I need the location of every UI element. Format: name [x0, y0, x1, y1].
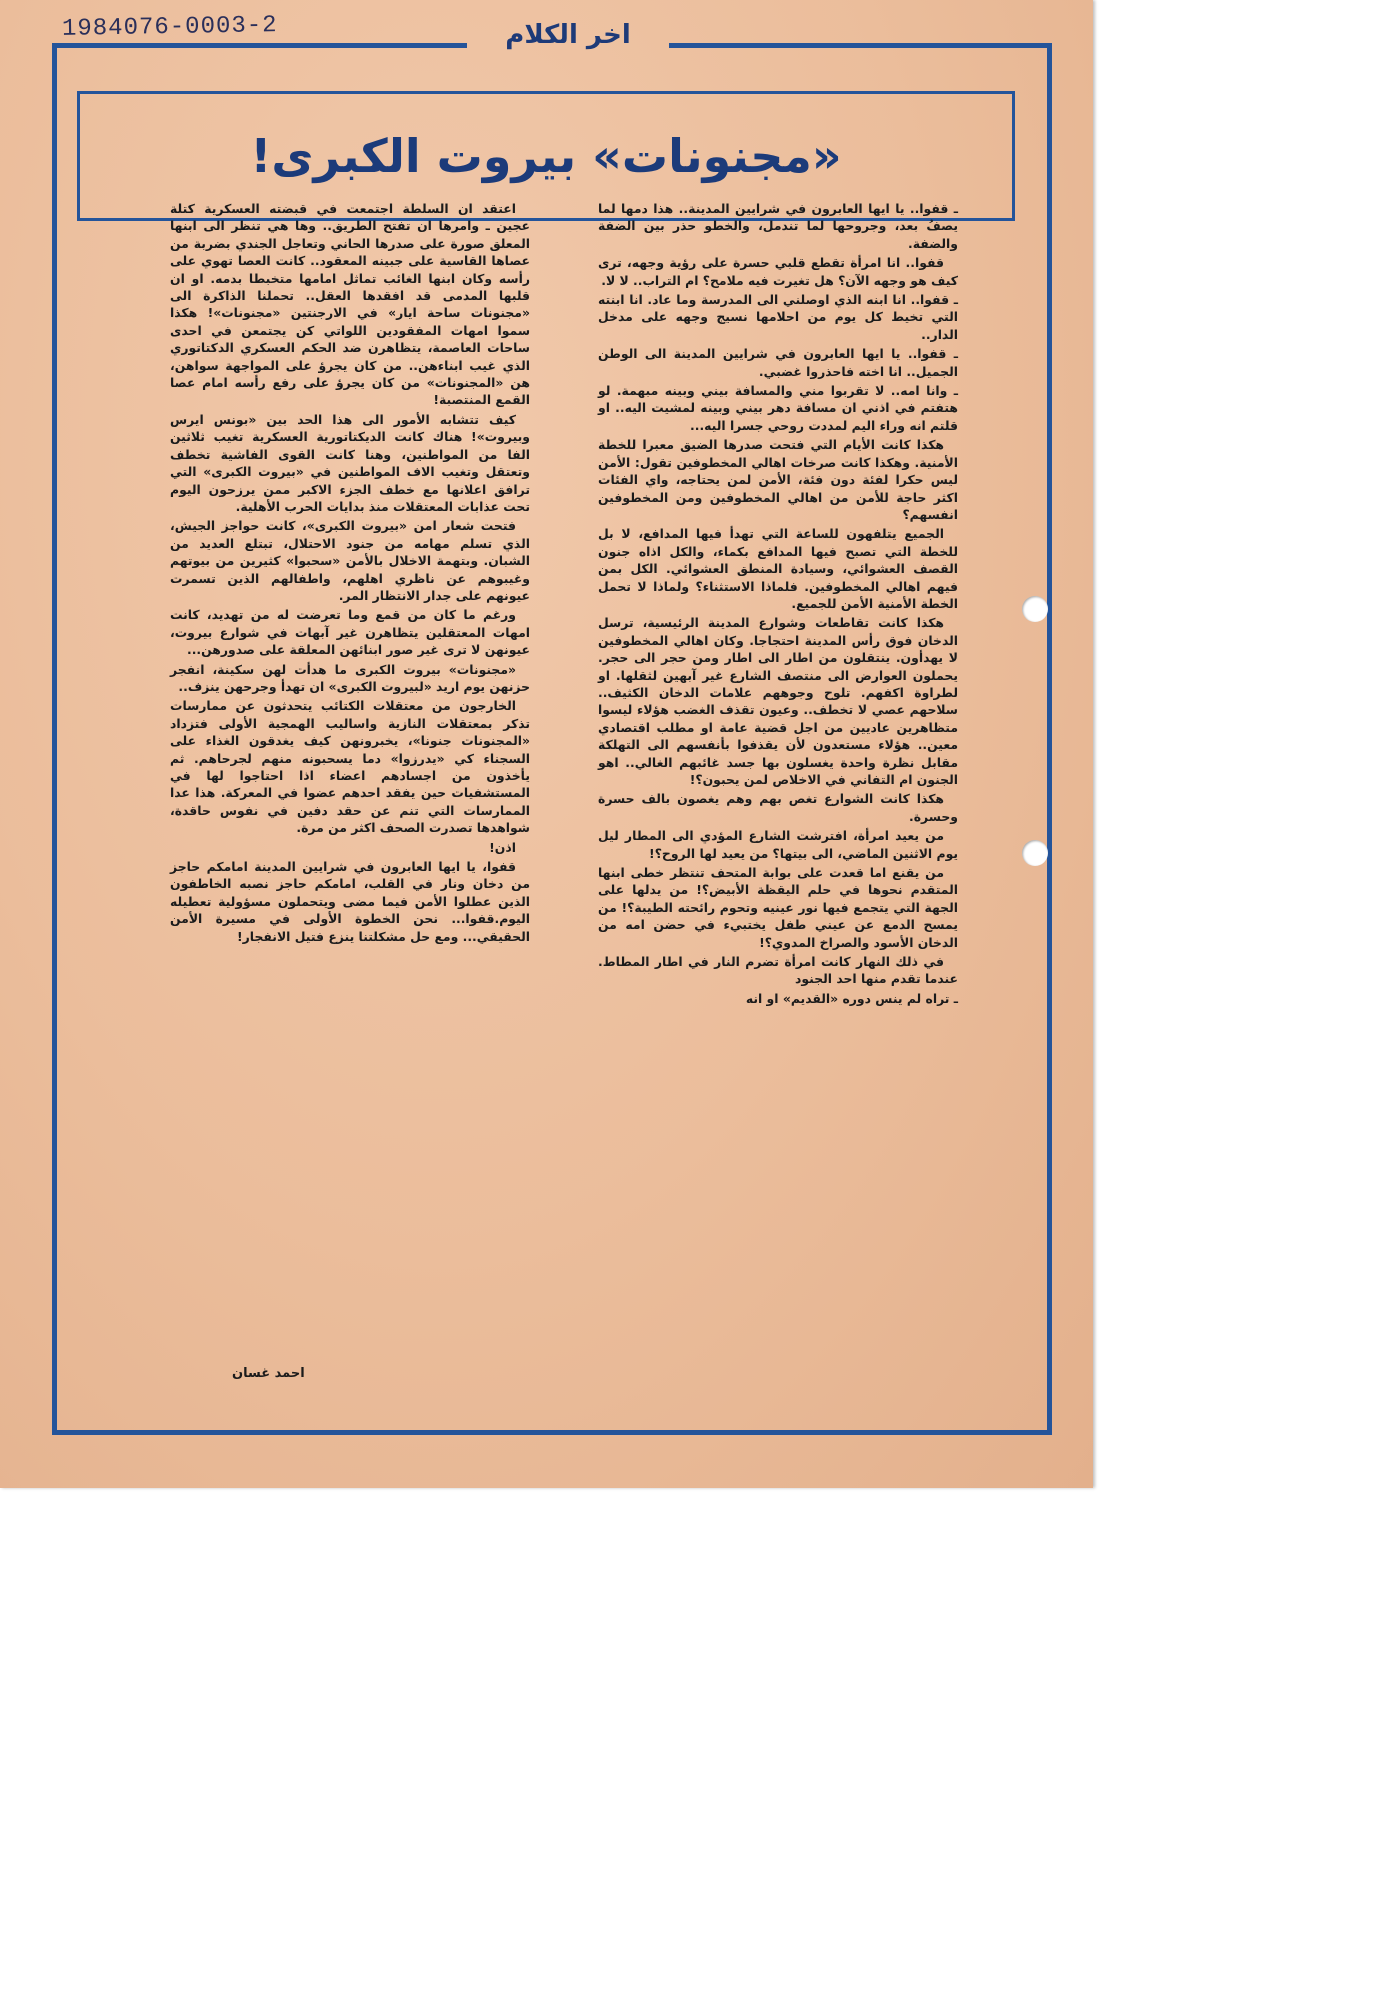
article-column-right	[598, 200, 958, 1380]
article-paragraph: الجميع يتلفهون للساعة التي تهدأ فيها المدافع، لا بل للخطة التي تصبح فيها المدافع بكماء، والكل اذاه جنون القصف العشوائي، وسيادة المنطق العشوائي. الكل بمن فيهم اهالي المخطوفين. فلماذا الاستثناء؟ ولماذا لا تحمل الخطة الأمنية الأمن للجميع.	[598, 526, 958, 611]
article-paragraph: من يقنع اما قعدت على بوابة المتحف تنتظر خطى ابنها المتقدم نحوها في حلم اليقظة الأبيض؟! من يدلها على الجهة التي يتجمع فيها نور عينيه وتحوم رائحته الطيبة؟! من يمسح الدمع عن عيني طفل يختبيء في حضن امه من الدخان الأسود والصراخ المدوي؟!	[598, 865, 958, 950]
article-paragraph: هكذا كانت تقاطعات وشوارع المدينة الرئيسية، ترسل الدخان فوق رأس المدينة احتجاجا. وكان اهالي المخطوفين لا يهدأون. ينتقلون من اطار الى اطار ومن حجر الى حجر. يحملون العوارض الى منتصف الشارع غير آبهين لثقلها. او لطراوة اكفهم. تلوح وجوههم علامات الدخان الكثيف.. سلاحهم عصي لا تخطف.. وعيون تقذف الغضب هؤلاء ليسوا متظاهرين عاديين من اجل قضية عامة او مطلب اقتصادي معين.. هؤلاء مستعدون لأن يقذفوا بأنفسهم الى التهلكة مقابل نظرة واحدة يغسلون بها جسد غائبهم الغالي.. اهو الجنون ام التفاني في الاخلاص لمن يحبون؟!	[598, 615, 958, 787]
article-paragraph: ورغم ما كان من قمع وما تعرضت له من تهديد، كانت امهات المعتقلين يتظاهرن غير آبهات في شوارع بيروت، عيونهن لا ترى غير صور ابنائهن المعلقة على صدورهن...	[170, 607, 530, 658]
article-column-left	[170, 200, 530, 1380]
article-paragraph: فتحت شعار امن «بيروت الكبرى»، كانت حواجز الجيش، الذي تسلم مهامه من جنود الاحتلال، تبتلع العديد من الشبان. وبتهمة الاخلال بالأمن «سحبوا» كثيرين من بيوتهم وغيبوهم عن ناظري اهلهم، واطفالهم الذين تسمرت عيونهم على جدار الانتظار المر.	[170, 518, 530, 603]
article-paragraph: اذن!	[489, 839, 516, 855]
article-paragraph: كيف تتشابه الأمور الى هذا الحد بين «بونس ايرس وبيروت»! هناك كانت الديكتاتورية العسكرية تغيب ثلاثين الفا من المواطنين، وهنا كانت القوى الفاشية تخطف وتعتقل وتغيب الاف المواطنين في «بيروت الكبرى» التي ترافق اعلانها مع خطف الجزء الاكبر ممن يرزحون اليوم تحت عذابات المعتقلات منذ بدايات الحرب الأهلية.	[170, 411, 530, 514]
article-paragraph: ـ وانا امه.. لا تقربوا مني والمسافة بيني وبينه مبهمة. لو هتفتم في اذني ان مسافة دهر بيني وبينه لمشيت اليه.. او قلتم انه وراء اليم لمددت روحي جسرا اليه...	[598, 383, 958, 433]
punch-hole-top	[1022, 596, 1048, 622]
article-paragraph: هكذا كانت الشوارع تغص بهم وهم يغصون بالف حسرة وحسرة.	[598, 791, 958, 824]
article-paragraph: قفوا، يا ايها العابرون في شرايين المدينة امامكم حاجز من دخان ونار في القلب، امامكم حاجز نصبه الخاطفون الذين عطلوا الأمن فيما مضى ويتحملون مسؤولية تعطيله اليوم.قفوا... نحن الخطوة الأولى في مسيرة الأمن الحقيقي... ومع حل مشكلتنا ينزع فتيل الانفجار!	[170, 859, 530, 944]
article-paragraph: «مجنونات» بيروت الكبرى ما هدأت لهن سكينة، انفجر حزنهن يوم اريد «لبيروت الكبرى» ان تهدأ وجرحهن ينزف..	[170, 661, 530, 694]
archive-code: 1984076-0003-2	[61, 12, 278, 43]
article-paragraph: ـ قفوا.. انا ابنه الذي اوصلني الى المدرسة وما عاد. انا ابنته التي تخيط كل يوم من احلامها نسيج وجهه على مدخل الدار..	[598, 292, 958, 342]
top-rule-left	[57, 43, 467, 48]
article-paragraph: ـ قفوا.. يا ايها العابرون في شرايين المدينة.. هذا دمها لما يصفُ بعد، وجروحها لما تندمل، والخطو حذر بين الضفة والضفة.	[598, 201, 958, 251]
article-paragraph: هكذا كانت الأيام التي فتحت صدرها الضيق معبرا للخطة الأمنية. وهكذا كانت صرخات اهالي المخطوفين تقول: الأمن ليس حكرا لفئة دون فئة، الأمن لمن يحتاجه، واي الفئات اكثر حاجة للأمن من اهالي المخطوفين ومن المخطوفين انفسهم؟	[598, 437, 958, 522]
article-body	[170, 200, 958, 1380]
article-paragraph: اعتقد ان السلطة اجتمعت في قبضته العسكرية كتلة عجين ـ وامرها ان تفتح الطريق.. وها هي تنظر الى ابنها المعلق صورة على صدرها الحاني وتعاجل الجندي بضربة من عصاها القاسية على جبينه المعقود.. كانت العصا تهوي على رأسه وكان ابنها الغائب تماثل امامها متخبطا بدمه. او ان قلبها المدمى قد افقدها العقل.. تحملنا الذاكرة الى «مجنونات ساحة ايار» في الارجنتين «مجنونات»! هكذا سموا امهات المفقودين اللواتي كن يجتمعن في احدى ساحات العاصمة، يتظاهرن ضد الحكم العسكري الدكتاتوري الذي غيب ابناءهن.. من كان يجرؤ على المواجهة سواهن، هن «المجنونات» من كان يجرؤ على رفع رأسه امام عصا القمع المنتصبة!	[170, 201, 530, 408]
top-rule-right	[669, 43, 1047, 48]
article-paragraph: ـ قفوا.. يا ايها العابرون في شرايين المدينة الى الوطن الجميل.. انا اخته فاحذروا غضبي.	[598, 346, 958, 379]
article-paragraph: قفوا.. انا امرأة تقطع قلبي حسرة على رؤية وجهه، ترى كيف هو وجهه الآن؟ هل تغيرت فيه ملامح؟ ام التراب.. لا لا.	[598, 255, 958, 288]
article-title: «مجنونات» بيروت الكبرى!	[250, 129, 842, 183]
article-paragraph: الخارجون من معتقلات الكتائب يتحدثون عن ممارسات تذكر بمعتقلات النازية واساليب الهمجية الأولى فتزداد «المجنونات جنونا»، يخبرونهن كيف يغدقون الغذاء على السجناء كي «يدرزوا» دما يسحبونه منهم لجرحاهم. ثم يأخذون من اجسادهم اعضاء اذا احتاجوا لها في المستشفيات حين يفقد احدهم عضوا في المعركة. هذا عدا الممارسات التي تنم عن حقد دفين في نفوس حاقدة، شواهدها تصدرت الصحف اكثر من مرة.	[170, 698, 530, 836]
article-paragraph: في ذلك النهار كانت امرأة تضرم النار في اطار المطاط. عندما تقدم منها احد الجنود	[598, 954, 958, 987]
article-paragraph: من يعيد امرأة، افترشت الشارع المؤدي الى المطار ليل يوم الاثنين الماضي، الى بيتها؟ من يعيد لها الروح؟!	[598, 828, 958, 861]
section-label: اخر الكلام	[505, 20, 631, 50]
author-name: احمد غسان	[232, 1366, 305, 1381]
article-paragraph: ـ تراه لم ينس دوره «القديم» او انه	[745, 990, 958, 1006]
punch-hole-bottom	[1022, 840, 1048, 866]
